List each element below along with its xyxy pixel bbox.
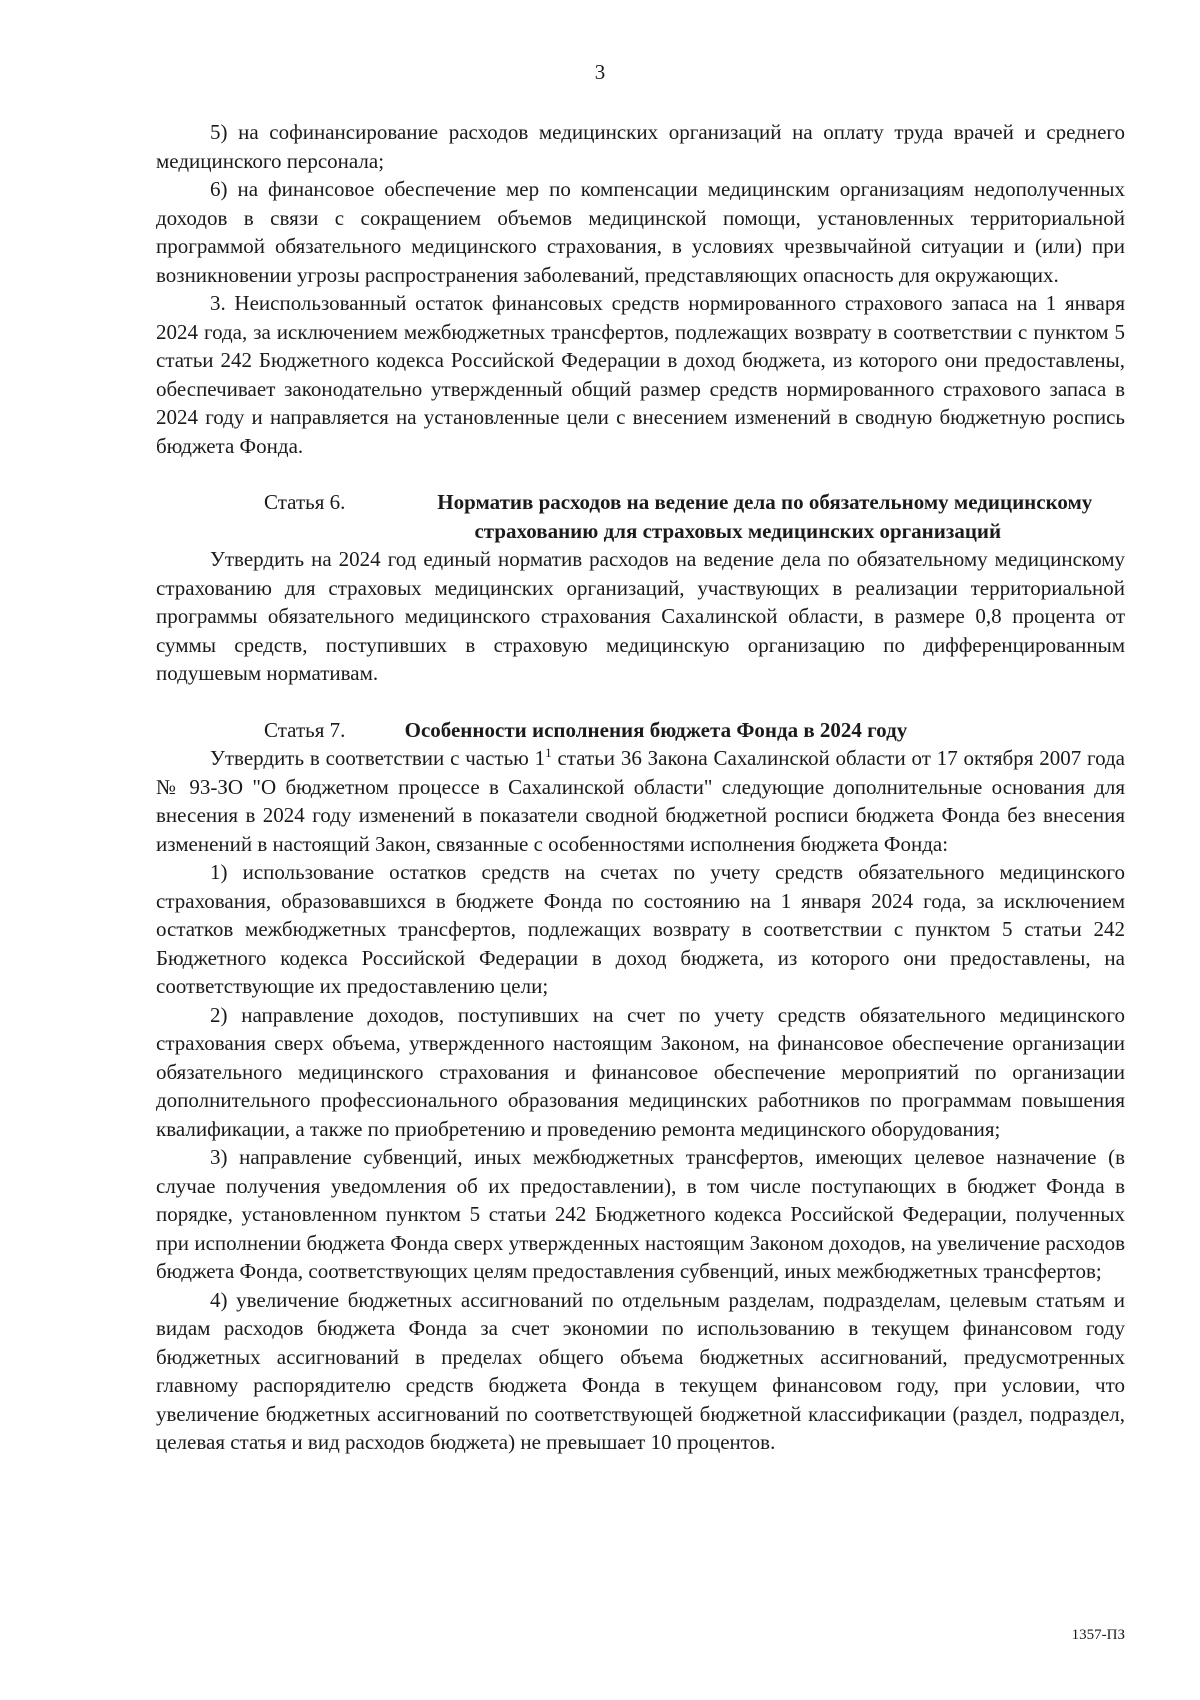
document-body bbox=[156, 118, 1125, 1457]
article-7-item-3: 3) направление субвенций, иных межбюджетных трансфертов, имеющих целевое назначение (в случае получения уведомления об их предоставлении), в том числе поступающих в бюджет Фонда в порядке, установленном пунктом 5 статьи 242 Бюджетного кодекса Российской Федерации, полученных при исполнении бюджета Фонда сверх утвержденных настоящим Законом доходов, на увеличение расходов бюджета Фонда, соответствующих целям предоставления субвенций, иных межбюджетных трансфертов; bbox=[156, 1145, 1125, 1283]
paragraph-item-5: 5) на софинансирование расходов медицинских организаций на оплату труда врачей и среднего медицинского персонала; bbox=[156, 120, 1125, 173]
article-7-heading bbox=[156, 716, 1125, 745]
article-7-item-4: 4) увеличение бюджетных ассигнований по отдельным разделам, подразделам, целевым статьям и видам расходов бюджета Фонда за счет экономии по использованию в текущем финансовом году бюджетных ассигнований в пределах общего объема бюджетных ассигнований, предусмотренных главному распорядителю средств бюджета Фонда в текущем финансовом году, при условии, что увеличение бюджетных ассигнований по соответствующей бюджетной классификации (раздел, подраздел, целевая статья и вид расходов бюджета) не превышает 10 процентов. bbox=[156, 1287, 1125, 1454]
article-7-item-2: 2) направление доходов, поступивших на счет по учету средств обязательного медицинского страхования сверх объема, утвержденного настоящим Законом, на финансовое обеспечение организации обязательного медицинского страхования и финансовое обеспечение мероприятий по организации дополнительного профессионального образования медицинских работников по программам повышения квалификации, а также по приобретению и проведению ремонта медицинского оборудования; bbox=[156, 1002, 1125, 1141]
article-7-intro-start: Утвердить в соответствии с частью 1 bbox=[210, 746, 546, 770]
article-7-intro-end: статьи 36 Закона Сахалинской области от 17 октября 2007 года № 93-ЗО "О бюджетном процессе в Сахалинской области" следующие дополнительные основания для внесения в 2024 году изменений в показатели сводной бюджетной росписи бюджета Фонда без внесения изменений в настоящий Закон, связанные с особенностями исполнения бюджета Фонда: bbox=[156, 746, 1125, 856]
article-7-title: Особенности исполнения бюджета Фонда в 2024 году bbox=[404, 717, 908, 742]
article-6-heading bbox=[156, 488, 1125, 545]
article-7-intro bbox=[156, 744, 1125, 858]
article-6 bbox=[156, 488, 1125, 688]
article-6-label: Статья 6. bbox=[264, 490, 351, 514]
page-number: 3 bbox=[594, 60, 606, 84]
article-7-intro-superscript: 1 bbox=[545, 745, 552, 760]
article-7 bbox=[156, 716, 1125, 1457]
document-code: 1357-ПЗ bbox=[1071, 1627, 1125, 1643]
article-7-item-1: 1) использование остатков средств на счетах по учету средств обязательного медицинского страхования, образовавшихся в бюджете Фонда по состоянию на 1 января 2024 года, за исключением остатков межбюджетных трансфертов, подлежащих возврату в соответствии с пунктом 5 статьи 242 Бюджетного кодекса Российской Федерации в доход бюджета, из которого они предоставлены, на соответствующие их предоставлению цели; bbox=[156, 860, 1125, 998]
article-6-title: Норматив расходов на ведение дела по обязательному медицинскому страхованию для страховых медицинских организаций bbox=[437, 490, 1093, 543]
article-6-body: Утвердить на 2024 год единый норматив расходов на ведение дела по обязательному медицинскому страхованию для страховых медицинских организаций, участвующих в реализации территориальной программы обязательного медицинского страхования Сахалинской области, в размере 0,8 процента от суммы средств, поступивших в страховую медицинскую организацию по дифференцированным подушевым нормативам. bbox=[156, 547, 1125, 685]
article-7-label: Статья 7. bbox=[264, 717, 351, 742]
paragraph-point-3: 3. Неиспользованный остаток финансовых средств нормированного страхового запаса на 1 января 2024 года, за исключением межбюджетных трансфертов, подлежащих возврату в соответствии с пунктом 5 статьи 242 Бюджетного кодекса Российской Федерации в доход бюджета, из которого они предоставлены, обеспечивает законодательно утвержденный общий размер средств нормированного страхового запаса в 2024 году и направляется на установленные цели с внесением изменений в сводную бюджетную роспись бюджета Фонда. bbox=[156, 291, 1125, 458]
paragraph-item-6: 6) на финансовое обеспечение мер по компенсации медицинским организациям недополученных доходов в связи с сокращением объемов медицинской помощи, установленных территориальной программой обязательного медицинского страхования, в условиях чрезвычайной ситуации и (или) при возникновении угрозы распространения заболеваний, представляющих опасность для окружающих. bbox=[156, 177, 1125, 287]
